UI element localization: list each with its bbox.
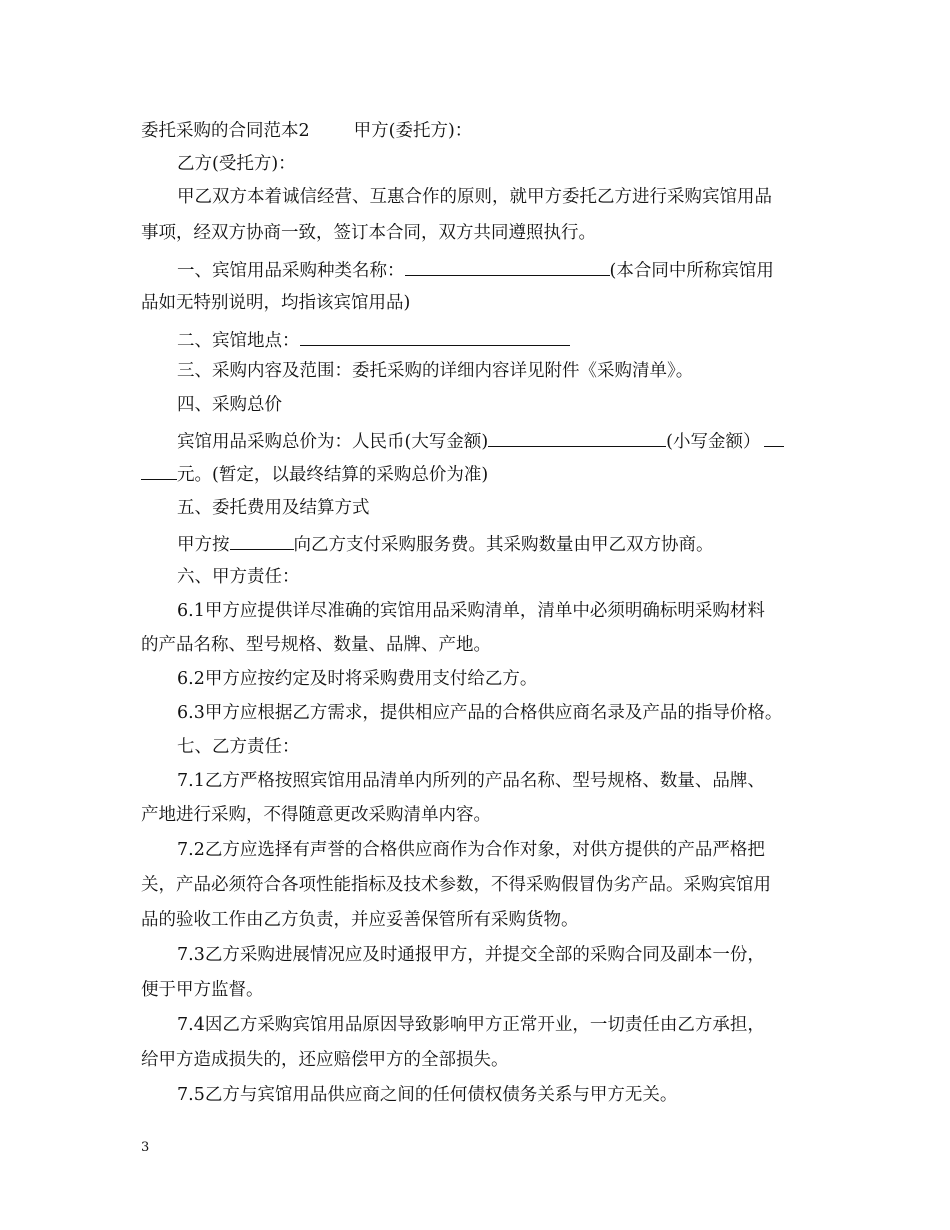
blank-field xyxy=(141,462,177,480)
clause-7-2-line-2: 关，产品必须符合各项性能指标及技术参数，不得采购假冒伪劣产品。采购宾馆用 xyxy=(141,875,771,895)
section-4-line-2 xyxy=(141,462,488,486)
section-5-line xyxy=(177,532,714,556)
price-small-label: (小写金额） xyxy=(666,432,761,452)
section-5-heading: 五、委托费用及结算方式 xyxy=(177,498,370,518)
party-a-label: 甲方(委托方)： xyxy=(353,121,473,141)
blank-field xyxy=(764,429,784,447)
clause-7-3-line-2: 便于甲方监督。 xyxy=(141,980,264,1000)
section-2-line xyxy=(177,328,570,352)
section-4-line-1 xyxy=(177,429,784,453)
section-6-heading: 六、甲方责任： xyxy=(177,567,300,587)
section-1-label: 一、宾馆用品采购种类名称： xyxy=(177,261,405,281)
section-1-line-2: 品如无特别说明，均指该宾馆用品) xyxy=(141,293,411,313)
clause-7-5: 7.5乙方与宾馆用品供应商之间的任何债权债务关系与甲方无关。 xyxy=(177,1085,678,1105)
intro-line-1: 甲乙双方本着诚信经营、互惠合作的原则，就甲方委托乙方进行采购宾馆用品 xyxy=(177,187,772,207)
clause-7-4-line-1: 7.4因乙方采购宾馆用品原因导致影响甲方正常开业，一切责任由乙方承担， xyxy=(177,1015,765,1035)
clause-7-1-line-1: 7.1乙方严格按照宾馆用品清单内所列的产品名称、型号规格、数量、品牌、 xyxy=(177,771,765,791)
section-1-note: (本合同中所称宾馆用 xyxy=(609,261,774,281)
clause-6-1-line-2: 的产品名称、型号规格、数量、品牌、产地。 xyxy=(141,635,491,655)
section-2-label: 二、宾馆地点： xyxy=(177,331,300,351)
clause-7-2-line-3: 品的验收工作由乙方负责，并应妥善保管所有采购货物。 xyxy=(141,910,579,930)
page-number: 3 xyxy=(141,1140,150,1155)
price-label: 宾馆用品采购总价为：人民币(大写金额) xyxy=(177,432,489,452)
price-note: 元。(暂定，以最终结算的采购总价为准) xyxy=(177,465,489,485)
clause-7-3-line-1: 7.3乙方采购进展情况应及时通报甲方，并提交全部的采购合同及副本一份， xyxy=(177,945,765,965)
blank-field xyxy=(488,429,666,447)
clause-7-4-line-2: 给甲方造成损失的，还应赔偿甲方的全部损失。 xyxy=(141,1050,509,1070)
clause-7-1-line-2: 产地进行采购，不得随意更改采购清单内容。 xyxy=(141,805,491,825)
title-line xyxy=(141,120,472,142)
section-7-heading: 七、乙方责任： xyxy=(177,737,300,757)
document-title: 委托采购的合同范本2 xyxy=(141,121,310,141)
section-3: 三、采购内容及范围：委托采购的详细内容详见附件《采购清单》。 xyxy=(177,361,694,381)
clause-7-2-line-1: 7.2乙方应选择有声誉的合格供应商作为合作对象，对供方提供的产品严格把 xyxy=(177,840,765,860)
section-4-heading: 四、采购总价 xyxy=(177,395,282,415)
intro-line-2: 事项，经双方协商一致，签订本合同，双方共同遵照执行。 xyxy=(141,223,596,243)
fee-note: 向乙方支付采购服务费。其采购数量由甲乙双方协商。 xyxy=(293,535,714,555)
fee-label: 甲方按 xyxy=(177,535,230,555)
blank-field xyxy=(405,258,610,276)
blank-field xyxy=(230,532,294,550)
blank-field xyxy=(300,328,570,346)
clause-6-3: 6.3甲方应根据乙方需求，提供相应产品的合格供应商名录及产品的指导价格。 xyxy=(177,703,783,723)
clause-6-1-line-1: 6.1甲方应提供详尽准确的宾馆用品采购清单，清单中必须明确标明采购材料 xyxy=(177,601,765,621)
section-1-line-1 xyxy=(177,258,774,282)
party-b-label: 乙方(受托方)： xyxy=(177,154,296,174)
clause-6-2: 6.2甲方应按约定及时将采购费用支付给乙方。 xyxy=(177,669,538,689)
